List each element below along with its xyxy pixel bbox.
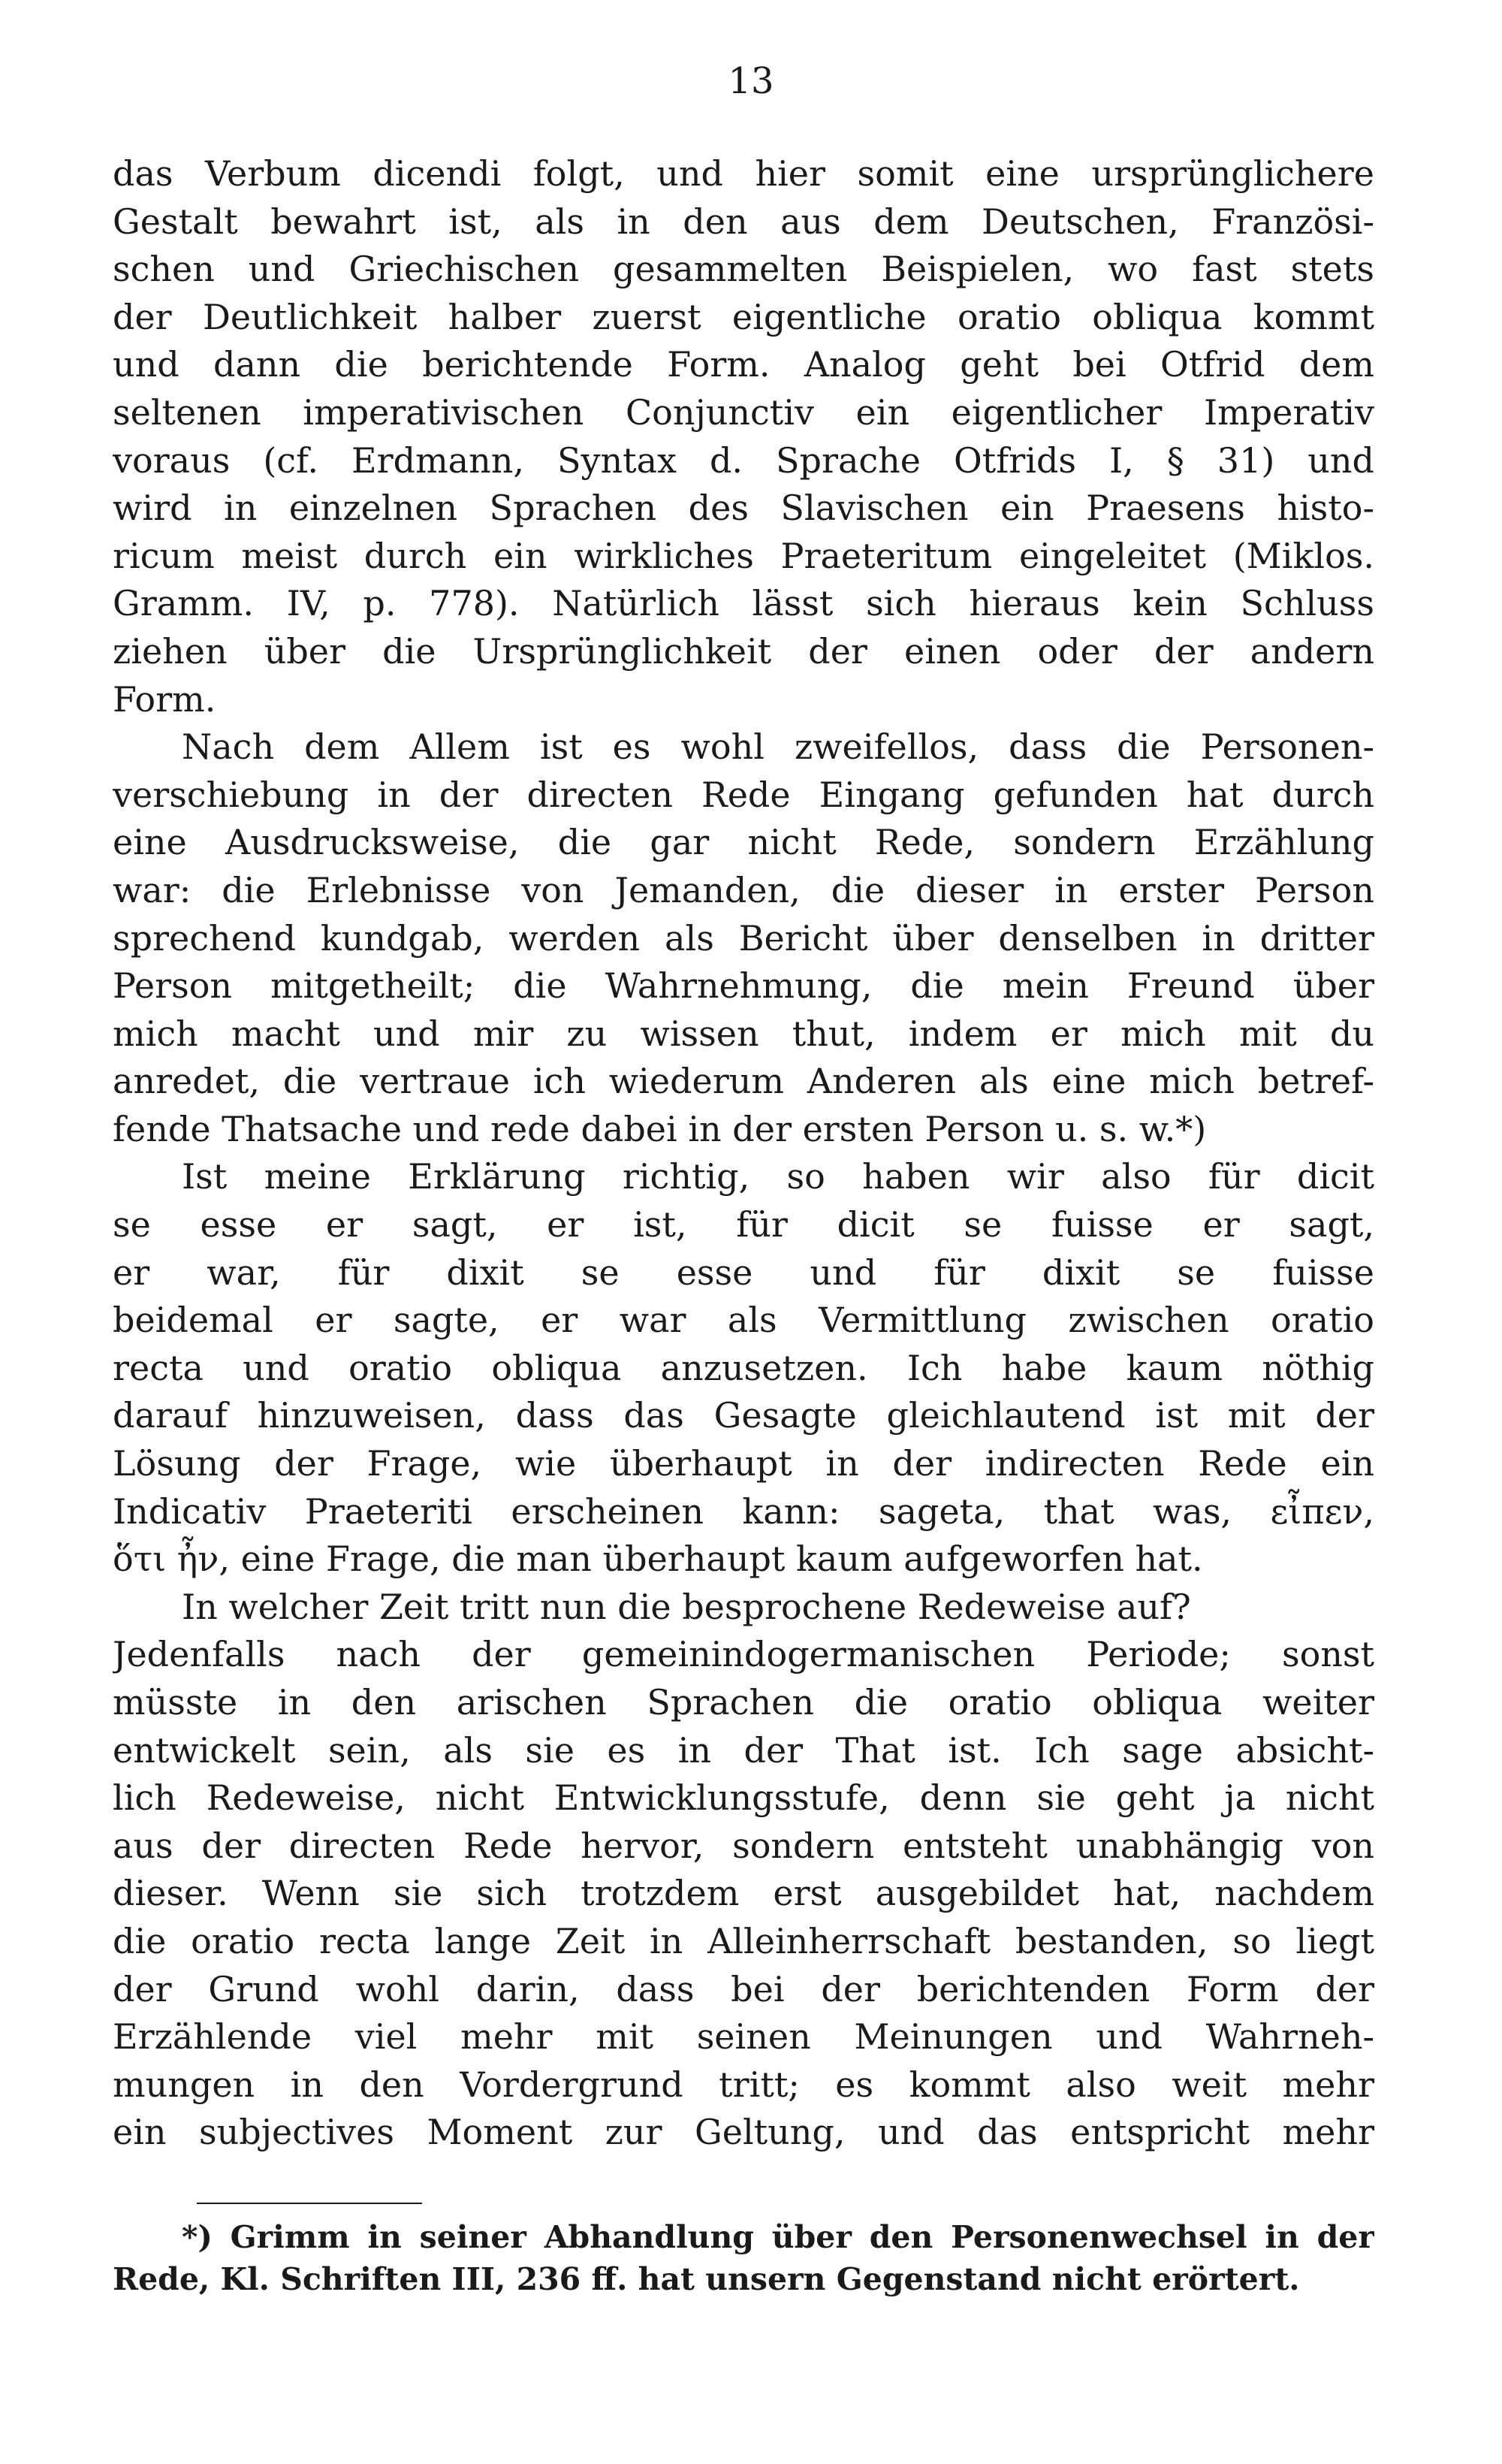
- text-line: ὅτι ἦν, eine Frage, die man überhaupt kaum aufgeworfen hat.: [113, 1538, 1203, 1580]
- text-line: ziehen über die Ursprünglichkeit der einen oder der andern: [113, 630, 1374, 672]
- text-line: lich Redeweise, nicht Entwicklungsstufe, denn sie geht ja nicht: [113, 1777, 1374, 1819]
- body-text: [113, 150, 1374, 2157]
- text-line: wird in einzelnen Sprachen des Slavischen ein Praesens histo-: [113, 488, 1374, 529]
- text-line: sprechend kundgab, werden als Bericht über denselben in dritter: [113, 917, 1374, 959]
- text-line: müsste in den arischen Sprachen die oratio obliqua weiter: [113, 1682, 1374, 1723]
- text-line: beidemal er sagte, er war als Vermittlung zwischen oratio: [113, 1300, 1374, 1341]
- text-line: Gestalt bewahrt ist, als in den aus dem Deutschen, Französi-: [113, 201, 1374, 242]
- text-line: ein subjectives Moment zur Geltung, und das entspricht mehr: [113, 2112, 1374, 2153]
- text-line: und dann die berichtende Form. Analog geht bei Otfrid dem: [113, 344, 1374, 385]
- text-line: Ist meine Erklärung richtig, so haben wir also für dicit: [182, 1156, 1374, 1197]
- text-line: Gramm. IV, p. 778). Natürlich lässt sich hieraus kein Schluss: [113, 583, 1374, 624]
- text-line: Lösung der Frage, wie überhaupt in der indirecten Rede ein: [113, 1443, 1374, 1484]
- text-line: entwickelt sein, als sie es in der That ist. Ich sage absicht-: [113, 1729, 1374, 1771]
- text-line: ricum meist durch ein wirkliches Praeteritum eingeleitet (Miklos.: [113, 535, 1374, 576]
- text-line: er war, für dixit se esse und für dixit se fuisse: [113, 1252, 1374, 1293]
- text-line: Jedenfalls nach der gemeinindogermanischen Periode; sonst: [113, 1634, 1374, 1675]
- text-line: se esse er sagt, er ist, für dicit se fuisse er sagt,: [113, 1204, 1374, 1246]
- text-line: Form.: [113, 678, 216, 720]
- text-line: mungen in den Vordergrund tritt; es kommt also weit mehr: [113, 2064, 1374, 2105]
- footnote-line: *) Grimm in seiner Abhandlung über den Personenwechsel in der: [182, 2219, 1374, 2255]
- text-line: Nach dem Allem ist es wohl zweifellos, dass die Personen-: [182, 726, 1374, 768]
- text-line: der Deutlichkeit halber zuerst eigentliche oratio obliqua kommt: [113, 296, 1374, 337]
- text-line: war: die Erlebnisse von Jemanden, die dieser in erster Person: [113, 869, 1374, 910]
- footnote: [113, 2216, 1374, 2300]
- text-line: seltenen imperativischen Conjunctiv ein eigentlicher Imperativ: [113, 391, 1374, 433]
- text-line: recta und oratio obliqua anzusetzen. Ich habe kaum nöthig: [113, 1347, 1374, 1388]
- text-line: fende Thatsache und rede dabei in der ersten Person u. s. w.*): [113, 1108, 1207, 1149]
- text-line: dieser. Wenn sie sich trotzdem erst ausgebildet hat, nachdem: [113, 1873, 1374, 1914]
- footnote-line: Rede, Kl. Schriften III, 236 ff. hat unsern Gegenstand nicht erörtert.: [113, 2261, 1300, 2297]
- text-line: Person mitgetheilt; die Wahrnehmung, die mein Freund über: [113, 965, 1374, 1007]
- text-line: darauf hinzuweisen, dass das Gesagte gleichlautend ist mit der: [113, 1395, 1374, 1436]
- text-line: voraus (cf. Erdmann, Syntax d. Sprache Otfrids I, § 31) und: [113, 439, 1374, 481]
- text-line: der Grund wohl darin, dass bei der berichtenden Form der: [113, 1968, 1374, 2010]
- text-line: eine Ausdrucksweise, die gar nicht Rede, sondern Erzählung: [113, 822, 1374, 863]
- text-line: schen und Griechischen gesammelten Beispielen, wo fast stets: [113, 249, 1374, 290]
- text-line: verschiebung in der directen Rede Eingang gefunden hat durch: [113, 774, 1374, 815]
- text-line: In welcher Zeit tritt nun die besprochene Redeweise auf?: [182, 1586, 1191, 1627]
- footnote-divider: [197, 2203, 422, 2204]
- text-line: das Verbum dicendi folgt, und hier somit eine ursprünglichere: [113, 153, 1374, 194]
- text-line: mich macht und mir zu wissen thut, indem er mich mit du: [113, 1013, 1374, 1054]
- text-line: Indicativ Praeteriti erscheinen kann: sageta, that was, εἶπεν,: [113, 1490, 1374, 1532]
- text-line: anredet, die vertraue ich wiederum Anderen als eine mich betref-: [113, 1061, 1374, 1102]
- text-line: die oratio recta lange Zeit in Alleinherrschaft bestanden, so liegt: [113, 1920, 1374, 1961]
- text-line: aus der directen Rede hervor, sondern entsteht unabhängig von: [113, 1825, 1374, 1866]
- text-line: Erzählende viel mehr mit seinen Meinungen und Wahrneh-: [113, 2016, 1374, 2058]
- page-number: 13: [728, 60, 774, 102]
